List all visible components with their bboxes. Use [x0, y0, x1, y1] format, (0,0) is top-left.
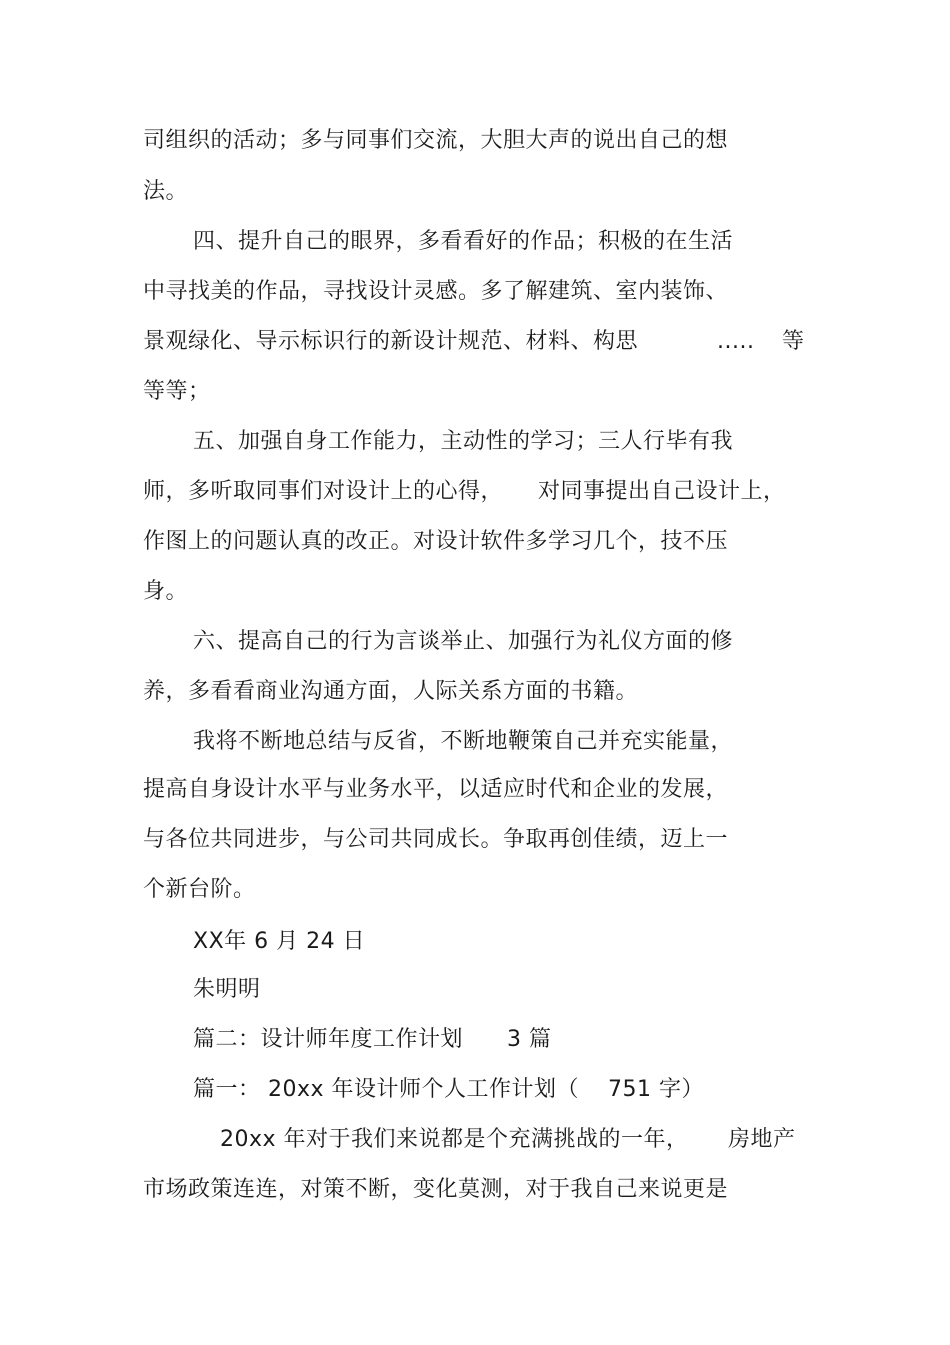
text-line: 养，多看看商业沟通方面，人际关系方面的书籍。 [143, 679, 639, 704]
text-line: 师，多听取同事们对设计上的心得， [143, 479, 504, 504]
subsection-title-wordcount: 751 字） [608, 1077, 704, 1102]
text-line: 司组织的活动；多与同事们交流，大胆大声的说出自己的想 [143, 128, 729, 153]
author-name: 朱明明 [193, 977, 261, 1002]
text-line: 等等； [143, 379, 211, 404]
paragraph-four-heading-line: 四、提升自己的眼界，多看看好的作品；积极的在生活 [193, 229, 734, 254]
subsection-title: 篇一： 20xx 年设计师个人工作计划（ [193, 1077, 580, 1102]
section-title: 篇二：设计师年度工作计划 [193, 1027, 464, 1052]
text-line: 法。 [143, 179, 189, 204]
closing-paragraph-line: 我将不断地总结与反省，不断地鞭策自己并充实能量， [193, 729, 734, 754]
text-fragment: 等 [782, 329, 805, 354]
body-paragraph-line: 20xx 年对于我们来说都是个充满挑战的一年， [220, 1127, 689, 1152]
text-line: 市场政策连连，对策不断，变化莫测，对于我自己来说更是 [143, 1177, 729, 1202]
text-line: 景观绿化、导示标识行的新设计规范、材料、构思 [143, 329, 639, 354]
text-line: 作图上的问题认真的改正。对设计软件多学习几个，技不压 [143, 529, 729, 554]
ellipsis-text: ..... [717, 329, 755, 354]
paragraph-six-heading-line: 六、提高自己的行为言谈举止、加强行为礼仪方面的修 [193, 629, 734, 654]
text-line: 个新台阶。 [143, 877, 256, 902]
text-line: 身。 [143, 579, 189, 604]
text-line: 提高自身设计水平与业务水平，以适应时代和企业的发展， [143, 777, 729, 802]
date-line: XX年 6 月 24 日 [193, 929, 366, 954]
paragraph-five-heading-line: 五、加强自身工作能力，主动性的学习；三人行毕有我 [193, 429, 734, 454]
text-fragment: 对同事提出自己设计上， [538, 479, 786, 504]
text-line: 与各位共同进步，与公司共同成长。争取再创佳绩，迈上一 [143, 827, 729, 852]
text-fragment: 房地产 [728, 1127, 796, 1152]
text-line: 中寻找美的作品，寻找设计灵感。多了解建筑、室内装饰、 [143, 279, 729, 304]
section-title-count: 3 篇 [507, 1027, 552, 1052]
